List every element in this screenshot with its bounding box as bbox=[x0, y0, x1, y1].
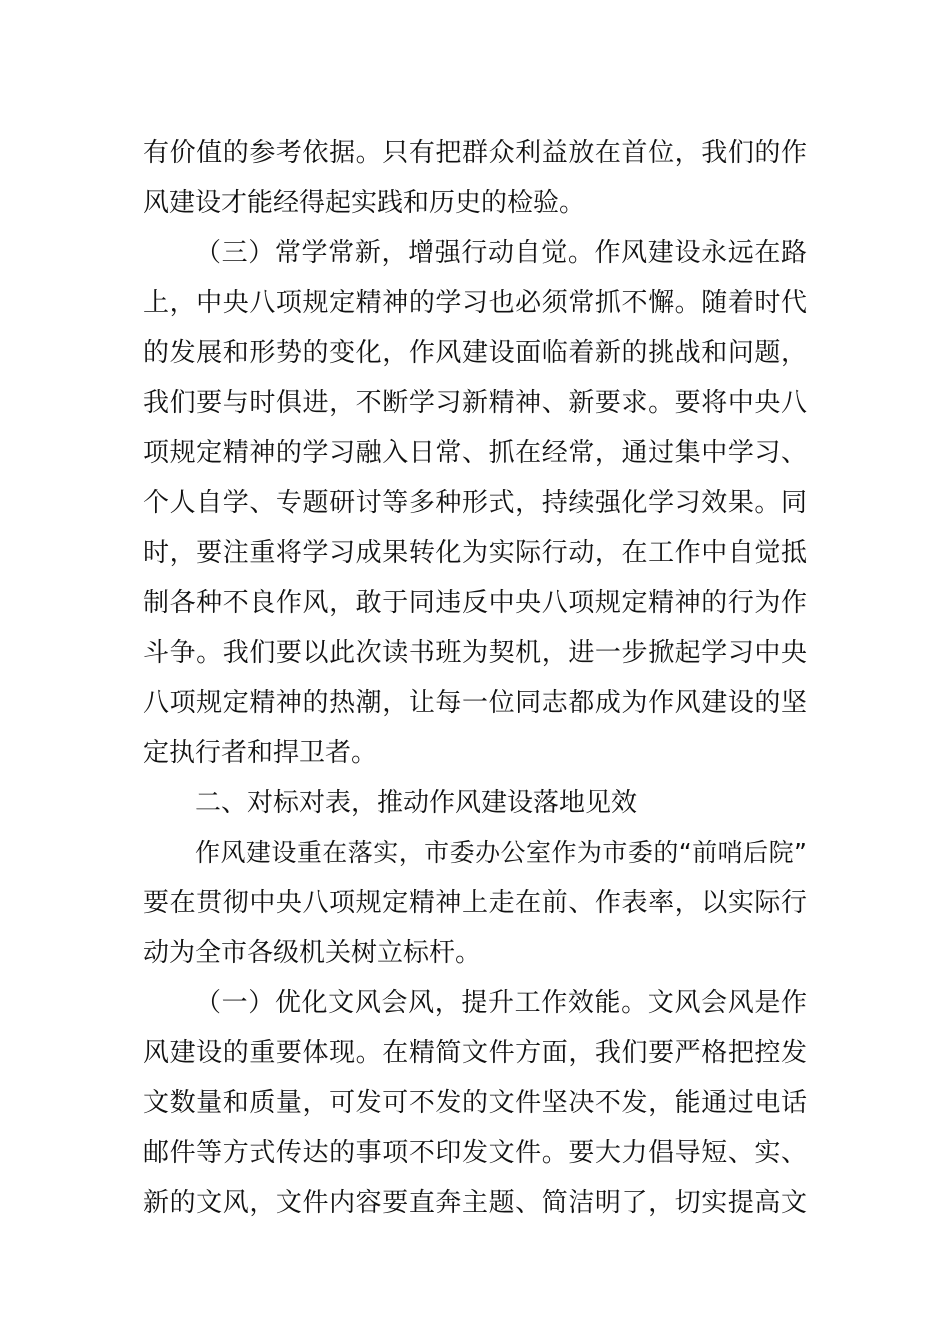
paragraph-heading-line: （一）优化文风会风，提升工作效能。文风会风是作 bbox=[195, 988, 807, 1018]
text-line: 我们要与时俱进，不断学习新精神、新要求。要将中央八 bbox=[143, 388, 807, 418]
text-line: 上，中央八项规定精神的学习也必须常抓不懈。随着时代 bbox=[143, 288, 807, 318]
text-line: 斗争。我们要以此次读书班为契机，进一步掀起学习中央 bbox=[143, 638, 807, 668]
text-line: 动为全市各级机关树立标杆。 bbox=[143, 938, 482, 968]
text-line: 风建设才能经得起实践和历史的检验。 bbox=[143, 188, 586, 218]
section-heading: 二、对标对表，推动作风建设落地见效 bbox=[195, 788, 638, 818]
text-line: 邮件等方式传达的事项不印发文件。要大力倡导短、实、 bbox=[143, 1138, 807, 1168]
text-line: 制各种不良作风，敢于同违反中央八项规定精神的行为作 bbox=[143, 588, 807, 618]
text-line: 的发展和形势的变化，作风建设面临着新的挑战和问题， bbox=[143, 338, 807, 368]
text-line: 有价值的参考依据。只有把群众利益放在首位，我们的作 bbox=[143, 138, 807, 168]
text-line: 八项规定精神的热潮，让每一位同志都成为作风建设的坚 bbox=[143, 688, 807, 718]
text-line: 个人自学、专题研讨等多种形式，持续强化学习效果。同 bbox=[143, 488, 807, 518]
text-line: 文数量和质量，可发可不发的文件坚决不发，能通过电话 bbox=[143, 1088, 807, 1118]
body-text bbox=[143, 128, 807, 1228]
text-line: 定执行者和捍卫者。 bbox=[143, 738, 378, 768]
text-line: 时，要注重将学习成果转化为实际行动，在工作中自觉抵 bbox=[143, 538, 807, 568]
text-line: 风建设的重要体现。在精简文件方面，我们要严格把控发 bbox=[143, 1038, 807, 1068]
text-line: 新的文风，文件内容要直奔主题、简洁明了，切实提高文 bbox=[143, 1188, 807, 1218]
text-line: 作风建设重在落实，市委办公室作为市委的“前哨后院” bbox=[195, 838, 807, 867]
text-line: 项规定精神的学习融入日常、抓在经常，通过集中学习、 bbox=[143, 438, 807, 468]
text-line: 要在贯彻中央八项规定精神上走在前、作表率，以实际行 bbox=[143, 888, 807, 918]
paragraph-heading-line: （三）常学常新，增强行动自觉。作风建设永远在路 bbox=[195, 238, 807, 268]
